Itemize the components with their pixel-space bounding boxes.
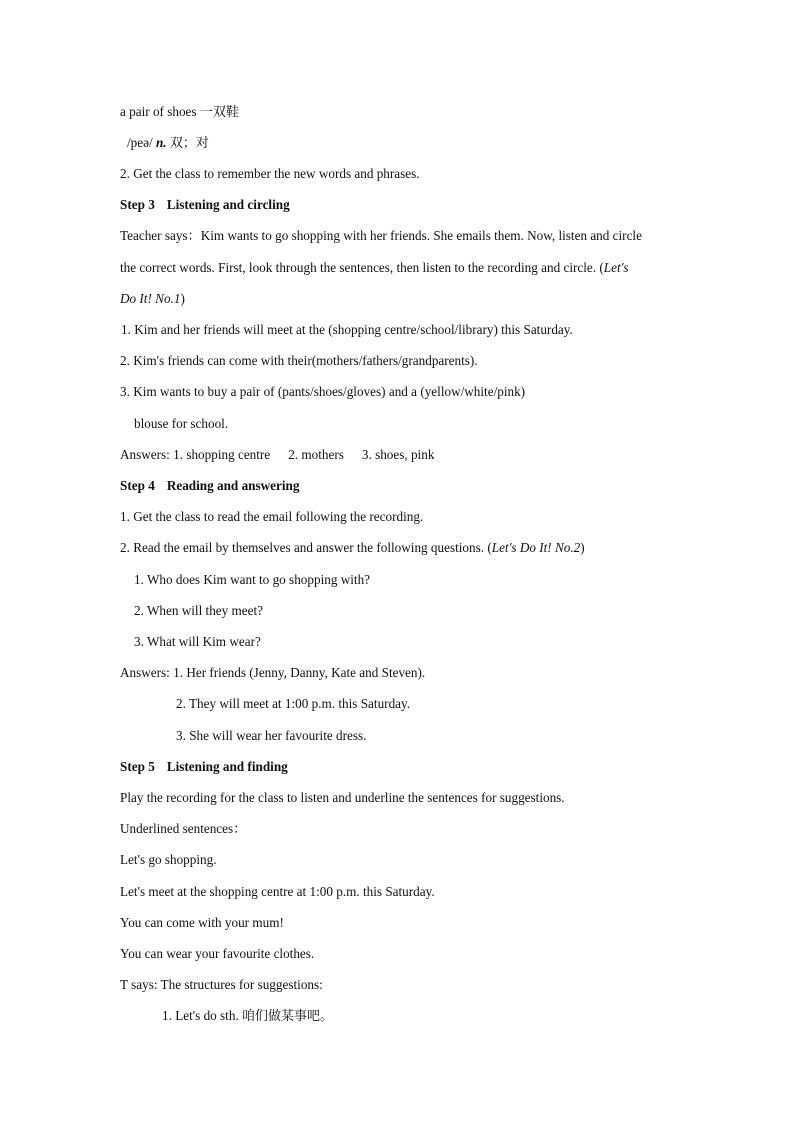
step4-ref: Let's Do It! No.2 bbox=[491, 540, 581, 555]
step5-name: Listening and finding bbox=[166, 759, 288, 774]
step3-ref-a: Let's bbox=[603, 260, 629, 275]
step3-name: Listening and circling bbox=[166, 197, 290, 212]
step3-teacher-text-1: Kim wants to go shopping with her friends. She emails them. Now, listen and circle bbox=[200, 228, 642, 243]
vocab-meaning-cn: 双；对 bbox=[169, 136, 209, 151]
step3-item-2: 2. Kim's friends can come with their(mothers/fathers/grandparents). bbox=[120, 353, 478, 368]
step3-ref-b: Do It! No.1 bbox=[120, 291, 181, 306]
step4-answer-1: 1. Her friends (Jenny, Danny, Kate and Steven). bbox=[173, 665, 426, 680]
step4-question-1: 1. Who does Kim want to go shopping with? bbox=[134, 572, 371, 587]
step4-task-1: 1. Get the class to read the email following the recording. bbox=[120, 509, 424, 524]
step4-answer-3: 3. She will wear her favourite dress. bbox=[176, 728, 367, 743]
step3-teacher-text-2: the correct words. First, look through the sentences, then listen to the recording and circle. ( bbox=[120, 260, 604, 275]
vocab-phrase: a pair of shoes bbox=[120, 104, 197, 119]
step3-answer-2: 2. mothers bbox=[288, 447, 344, 462]
step4-answer-line-1 bbox=[120, 664, 425, 682]
step5-heading bbox=[120, 758, 288, 776]
step4-task-2-line bbox=[120, 539, 585, 557]
step3-teacher-line-1 bbox=[120, 227, 642, 245]
step3-heading bbox=[120, 196, 290, 214]
vocab-pos: n. bbox=[155, 135, 167, 150]
step4-task-2: 2. Read the email by themselves and answer the following questions. ( bbox=[120, 540, 492, 555]
step4-question-2: 2. When will they meet? bbox=[134, 603, 264, 618]
step5-sentence-2: Let's meet at the shopping centre at 1:00 p.m. this Saturday. bbox=[120, 884, 435, 899]
step3-ref-close: ) bbox=[180, 291, 185, 306]
step4-question-3: 3. What will Kim wear? bbox=[134, 634, 261, 649]
step5-sentence-3: You can come with your mum! bbox=[120, 915, 284, 930]
step4-answers-label: Answers: bbox=[120, 665, 170, 680]
step3-answer-1: 1. shopping centre bbox=[173, 447, 271, 462]
step5-sentence-4: You can wear your favourite clothes. bbox=[120, 946, 315, 961]
step4-name: Reading and answering bbox=[166, 478, 300, 493]
step5-structure-1-cn: 咱们做某事吧。 bbox=[242, 1009, 334, 1024]
step3-item-1: 1. Kim and her friends will meet at the (shopping centre/school/library) this Saturday. bbox=[121, 322, 573, 337]
step5-structure-1-line bbox=[162, 1007, 333, 1026]
vocab-phonetic: /peə/ bbox=[127, 135, 153, 150]
step3-ref-line bbox=[120, 290, 185, 308]
vocab-phrase-line bbox=[120, 103, 239, 122]
step3-answers-label: Answers: bbox=[120, 447, 170, 462]
step5-structure-1: 1. Let's do sth. bbox=[162, 1008, 239, 1023]
step3-answer-3: 3. shoes, pink bbox=[361, 447, 435, 462]
step5-underlined-label: Underlined sentences： bbox=[120, 821, 247, 836]
step5-title: Step 5 bbox=[120, 759, 155, 774]
step4-answer-2: 2. They will meet at 1:00 p.m. this Saturday. bbox=[176, 696, 411, 711]
step4-title: Step 4 bbox=[120, 478, 155, 493]
step3-item-3: 3. Kim wants to buy a pair of (pants/shoes/gloves) and a (yellow/white/pink) bbox=[120, 384, 526, 399]
step5-sentence-1: Let's go shopping. bbox=[120, 852, 217, 867]
step3-teacher-label: Teacher says： bbox=[120, 228, 201, 243]
step5-task: Play the recording for the class to listen and underline the sentences for suggestions. bbox=[120, 790, 565, 805]
vocab-phrase-cn: 一双鞋 bbox=[199, 105, 239, 120]
step2-task: 2. Get the class to remember the new words and phrases. bbox=[120, 166, 420, 181]
step4-heading bbox=[120, 477, 299, 495]
step3-title: Step 3 bbox=[120, 197, 155, 212]
vocab-phonetic-line bbox=[127, 134, 209, 153]
step3-teacher-line-2 bbox=[120, 259, 629, 277]
step5-t-says: T says: The structures for suggestions: bbox=[120, 977, 323, 992]
step3-item-3-cont: blouse for school. bbox=[134, 416, 229, 431]
step4-ref-close: ) bbox=[580, 540, 585, 555]
step3-answers bbox=[120, 446, 434, 464]
